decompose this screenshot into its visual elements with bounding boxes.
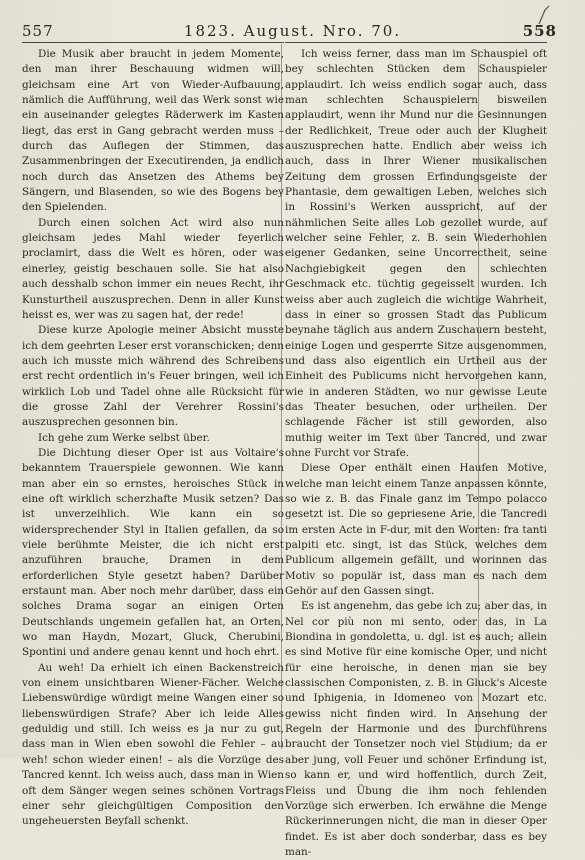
paragraph: Die Dichtung dieser Oper ist aus Voltaire's bekanntem Trauerspiele gewonnen. Wie kann man aber ein so ernstes, heroisches Stück in eine oft wirklich scherzhafte Musik setzen? Das ist unverzeihlich. Wie kann ein so widersprechender Styl in Italien gefallen, da so viele berühmte Meister, die ich nicht erst anzuführen brauche, Dramen in dem erforderlichen Style gesetzt haben? Darüber erstaunt man. Aber noch mehr darüber, dass ein solches Drama sogar an einigen Orten Deutschlands ungemein gefallen hat, an Orten, wo man Haydn, Mozart, Gluck, Cherubini, Spontini und andere genau kennt und hoch ehrt. <box>22 446 284 659</box>
paragraph: Die Musik aber braucht in jedem Momente, den man ihrer Beschauung widmen will, gleichsam eine Art von Wieder-Aufbauung, nämlich die Aufführung, weil das Werk sonst wie ein auseinander gelegtes Räderwerk im Kasten liegt, das erst in Gang gebracht werden muss – durch das Auflegen der Stimmen, das Zusammenbringen der Executirenden, ja endlich noch durch das Ansetzen des Athems bey Sängern, und Blasenden, so wie des Bogens bey den Spielenden. <box>22 48 284 214</box>
paragraph: Au weh! Da erhielt ich einen Backenstreich von einem unsichtbaren Wiener-Fächer. Welche Liebenswürdige würdigt meine Wangen einer so liebenswürdigen Strafe? Aber ich leide Alles geduldig und still. Ich weiss es ja nur zu gut, dass man in Wien eben sowohl die Fehler – au weh! schon wieder einen! – als die Vorzüge des Tancred kennt. Ich weiss auch, dass man in Wien oft dem Sänger wegen seines schönen Vortrags einer sehr gleichgültigen Composition den ungeheuersten Beyfall schenkt. <box>22 661 284 828</box>
paragraph: Durch einen solchen Act wird also nun gleichsam jedes Mahl wieder feyerlich proclamirt, dass die Welt es hören, oder was einerley, geistig beschauen solle. Sie hat also auch desshalb schon immer ein neues Recht, ihr Kunsturtheil auszusprechen. Denn in aller Kunst heisst es, wer was zu sagen hat, der rede! <box>22 216 284 321</box>
header-rule-right <box>285 42 547 43</box>
left-column <box>22 47 284 828</box>
publication-info: 1823. August. Nro. 70. <box>183 22 402 40</box>
paragraph: Diese Oper enthält einen Haufen Motive, welche man leicht einem Tanze anpassen könnte, so wie z. B. das Finale ganz im Tempo polacco gesetzt ist. Die so gepriesene Arie, die Tancredi im ersten Acte in F-dur, mit den Worten: fra tanti palpiti etc. singt, ist das Stück, welches dem Publicum allgemein gefällt, und worinnen das Motiv so populär ist, dass man es nach dem Gehör auf den Gassen singt. <box>285 462 547 598</box>
paragraph: Es ist angenehm, das gebe ich zu; aber das, in Nel cor più non mi sento, oder das, in La Biondina in gondoletta, u. dgl. ist es auch; allein es sind Motive für eine komische Oper, und nicht für eine heroische, in denen man sie bey classischen Componisten, z. B. in Gluck's Alceste und Iphigenia, in Idomeneo von Mozart etc. gewiss nicht finden wird. In Ansehung der Regeln der Harmonie und des Durchführens braucht der Tonsetzer noch viel Studium; da er aber jung, voll Feuer und schöner Erfindung ist, so kann er, und wird hoffentlich, durch Zeit, Fleiss und Übung die ihm noch fehlenden Vorzüge sich erwerben. Ich erwähne die Menge Rückerinnerungen nicht, die man in dieser Oper findet. Es ist aber doch sonderbar, dass es bey man- <box>285 600 547 858</box>
page-number-left: 557 <box>22 22 54 40</box>
right-column <box>285 47 547 858</box>
page-header <box>0 22 585 42</box>
paragraph: Diese kurze Apologie meiner Absicht musste ich dem geehrten Leser erst voranschicken; denn auch ich musste mich während des Schreibens erst recht ordentlich in's Feuer bringen, weil ich wirklich Lob und Tadel ohne alle Rücksicht für die grosse Zahl der Verehrer Rossini's auszusprechen gesonnen bin. <box>22 324 284 429</box>
page-number-right: 558 <box>522 22 557 40</box>
header-rule-left <box>22 42 284 43</box>
paragraph: Ich weiss ferner, dass man im Schauspiel oft bey schlechten Stücken dem Schauspieler applaudirt. Ich weiss endlich sogar auch, dass man schlechten Schauspielern bisweilen applaudirt, wenn ihr Mund nur die Gesinnungen der Redlichkeit, Treue oder auch der Klugheit auszusprechen hatte. Endlich aber weiss ich auch, dass in Ihrer Wiener musikalischen Zeitung dem grossen Erfindungsgeiste der Phantasie, dem gewaltigen Leben, welches sich in Rossini's Werken ausspricht, auf der nähmlichen Seite alles Lob gezollet wurde, auf welcher seine Fehler, z. B. sein Wiederhohlen eigener Gedanken, seine Uncorrectheit, seine Nachgiebigkeit gegen den schlechten Geschmack etc. tüchtig gegeisselt wurden. Ich weiss aber auch zugleich die wichtige Wahrheit, dass in einer so grossen Stadt das Publicum beynahe täglich aus andern Zuschauern besteht, einige Logen und gesperrte Sitze ausgenommen, und dass also eigentlich ein Urtheil aus der Einheit des Publicums nicht hervorgehen kann, wie in anderen Städten, wo nur gewisse Leute das Theater besuchen, oder urtheilen. Der schlagende Fächer ist still geworden, also muthig weiter im Text über Tancred, und zwar ohne Furcht vor Strafe. <box>285 48 547 459</box>
paragraph: Ich gehe zum Werke selbst über. <box>38 431 210 444</box>
